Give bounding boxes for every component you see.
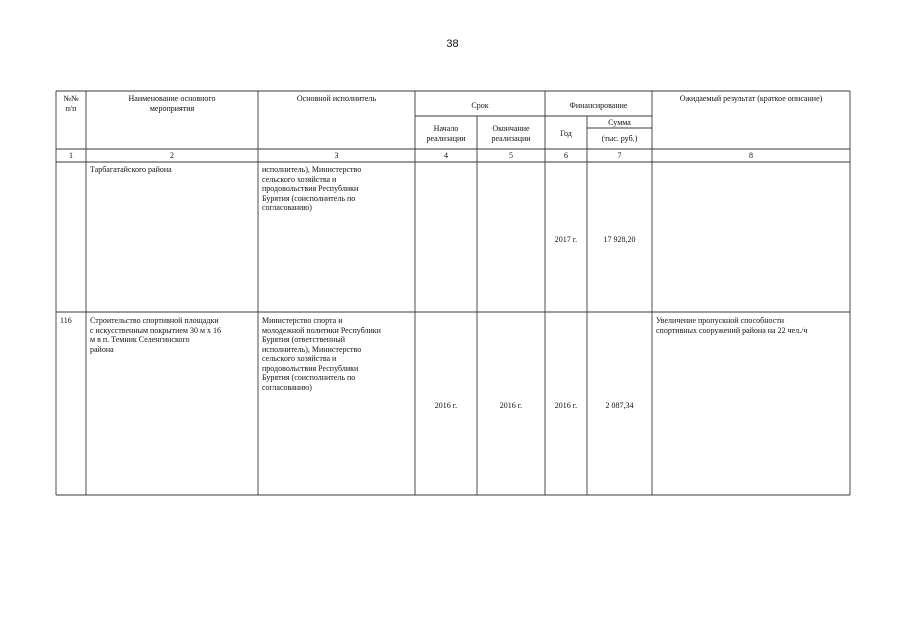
row-1-executor: исполнитель), Министерство сельского хозяйства и продовольствия Республики Бурятия (соисполнитель по согласованию): [262, 165, 362, 212]
header-executor: Основной исполнитель: [296, 94, 377, 103]
header-sum-unit: (тыс. руб.): [601, 134, 638, 143]
column-number: 2: [170, 151, 174, 160]
column-number: 3: [334, 151, 339, 160]
column-number: 7: [617, 151, 622, 160]
header-num: №№ п/п: [63, 94, 79, 113]
row-2-result: Увеличение пропускной способности спортивных сооружений района на 22 чел./ч: [656, 316, 808, 335]
row-2-num: 116: [60, 316, 72, 325]
column-number: 6: [564, 151, 568, 160]
header-financing: Финансирование: [569, 101, 628, 110]
column-number: 8: [749, 151, 753, 160]
header-result: Ожидаемый результат (краткое описание): [679, 94, 823, 103]
row-2-end: 2016 г.: [499, 401, 523, 410]
row-1-sum: 17 928,20: [603, 235, 636, 244]
header-year: Год: [560, 129, 572, 138]
column-number: 1: [69, 151, 73, 160]
header-end: Окончание реализации: [491, 124, 531, 143]
column-number: 5: [509, 151, 513, 160]
row-2-name: Строительство спортивной площадки с искусственным покрытием 30 м х 16 м в п. Темник Селенгинского района: [90, 316, 222, 354]
row-1-year: 2017 г.: [554, 235, 578, 244]
row-2-year: 2016 г.: [554, 401, 578, 410]
column-number: 4: [444, 151, 448, 160]
row-1-name: Тарбагатайского района: [90, 165, 172, 174]
row-2-executor: Министерство спорта и молодежной политики Республики Бурятия (ответственный исполнитель), Министерство сельского хозяйства и продовольствия Республики Бурятия (соисполнитель по согласованию): [262, 316, 381, 392]
row-2-start: 2016 г.: [434, 401, 458, 410]
page-number: 38: [446, 38, 459, 50]
row-2-sum: 2 087,34: [605, 401, 634, 410]
header-period: Срок: [471, 101, 489, 110]
header-sum: Сумма: [608, 118, 631, 127]
header-start: Начало реализации: [426, 124, 466, 143]
header-name: Наименование основного мероприятия: [128, 94, 216, 113]
